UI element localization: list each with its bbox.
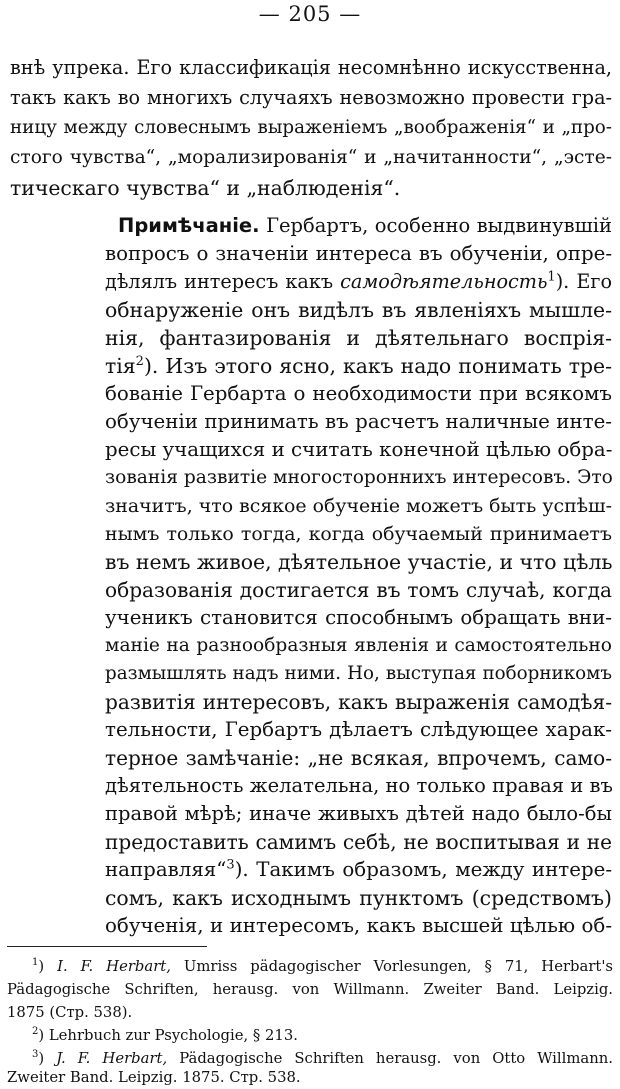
footnote-mark: 3	[32, 1049, 39, 1061]
text-line: маніе на разнообразныя явленія и самостоятельно	[105, 635, 612, 656]
note-text: направляя“	[105, 858, 227, 881]
footnote-author: J. F. Herbart,	[56, 1050, 168, 1067]
note-text: дѣлялъ интересъ какъ	[105, 270, 341, 293]
page-number: — 205 —	[258, 2, 362, 26]
text-line	[105, 269, 612, 295]
text-line: размышлять надъ ними. Но, выступая поборникомъ	[105, 663, 612, 684]
footnote-mark: 1	[32, 957, 39, 969]
footnote-mark: 2	[32, 1026, 39, 1038]
text-line: внѣ упрека. Его классификація несомнѣнно искусственна,	[10, 56, 612, 79]
text-line: зованія развитіе многостороннихъ интересовъ. Это	[105, 467, 613, 488]
footnote-ref: 1	[547, 269, 556, 285]
note-text: тія	[105, 354, 136, 378]
text-line: ресы учащихся и считать конечной цѣлью обра-	[105, 438, 613, 461]
note-text: ). Изъ этого ясно, какъ надо понимать тре-	[143, 354, 612, 378]
note-text: ). Его	[555, 270, 612, 293]
note-text: Гербартъ, особенно выдвинувшій	[259, 214, 612, 237]
text-line	[105, 857, 612, 883]
text-line: нымъ только тогда, когда обучаемый принимаетъ	[105, 523, 612, 545]
text-line: ученикъ становится способнымъ обращать вни-	[105, 606, 612, 629]
text-line: предоставить самимъ себѣ, не воспитывая и не	[105, 830, 612, 854]
text-line: ницу между словеснымъ выраженіемъ „воображенія“ и „про-	[10, 117, 612, 138]
footnote-line: 1875 (Стр. 538).	[7, 1004, 133, 1021]
text-line	[105, 353, 612, 379]
text-line: сомъ, какъ исходнымъ пунктомъ (средствомъ)	[105, 886, 612, 910]
text-line: обнаруженіе онъ видѣлъ въ явленіяхъ мышле-	[105, 298, 612, 322]
footnote-ref: 2	[135, 354, 144, 370]
text-line: значитъ, что всякое обученіе можетъ быть успѣш-	[105, 495, 612, 517]
footnote-text: ) Lehrbuch zur Psychologie, § 213.	[38, 1027, 298, 1044]
note-heading: Примѣчаніе.	[118, 214, 260, 237]
text-line: правой мѣрѣ; иначе живыхъ дѣтей надо было-бы	[105, 802, 612, 825]
text-line: развитія интересовъ, какъ выраженія самодѣя-	[105, 690, 612, 714]
footnote-text: Pädagogische Schriften herausg. von Otto Willmann.	[167, 1050, 613, 1067]
text-line: нія, фантазированія и дѣятельнаго воспрія-	[105, 326, 612, 350]
text-line: тельности, Гербартъ дѣлаетъ слѣдующее харак-	[105, 718, 612, 741]
footnote-author: I. F. Herbart,	[57, 958, 171, 975]
emphasis-text: самодѣятельность	[340, 270, 548, 293]
footnote-text: Umriss pädagogischer Vorlesungen, § 71, Herbart's	[170, 958, 614, 975]
text-line: образованія достигается въ томъ случаѣ, когда	[105, 578, 612, 602]
text-line: дѣятельность желательна, но только правая и въ	[105, 774, 613, 797]
text-line: въ немъ живое, дѣятельное участіе, и что цѣль	[105, 550, 613, 574]
footnote-line: Pädagogische Schriften, herausg. von Willmann. Zweiter Band. Leipzig.	[7, 981, 613, 998]
footnote-ref: 3	[226, 857, 235, 873]
footnote-divider	[7, 946, 207, 947]
text-line: стого чувства“, „морализированія“ и „начитанности“, „эсте-	[10, 147, 612, 168]
footnote-line: Zweiter Band. Leipzig. 1875. Стр. 538.	[7, 1069, 301, 1086]
footnote-1: $^1$) I. F. Herbart, Umriss pädagogischer Vorlesungen, § 71, Herbart's	[32, 957, 614, 975]
text-line: обученія, и интересомъ, какъ высшей цѣлью об-	[105, 914, 612, 937]
text-line: терное замѣчаніе: „не всякая, впрочемъ, само-	[105, 746, 612, 770]
text-line: такъ какъ во многихъ случаяхъ невозможно провести гра-	[10, 86, 612, 109]
text-line: обученіи принимать въ расчетъ наличные инте-	[105, 410, 612, 433]
footnote-3: $^3$) J. F. Herbart, Pädagogische Schriften herausg. von Otto Willmann.	[32, 1049, 613, 1067]
text-line: тическаго чувства“ и „наблюденія“.	[10, 176, 401, 200]
note-text: ). Такимъ образомъ, между интере-	[234, 858, 612, 881]
text-line: вопросъ о значеніи интереса въ обученіи, опре-	[105, 242, 612, 265]
note-first-line	[118, 213, 612, 239]
footnote-2	[32, 1024, 613, 1047]
text-line: бованіе Гербарта о необходимости при всякомъ	[105, 382, 612, 405]
